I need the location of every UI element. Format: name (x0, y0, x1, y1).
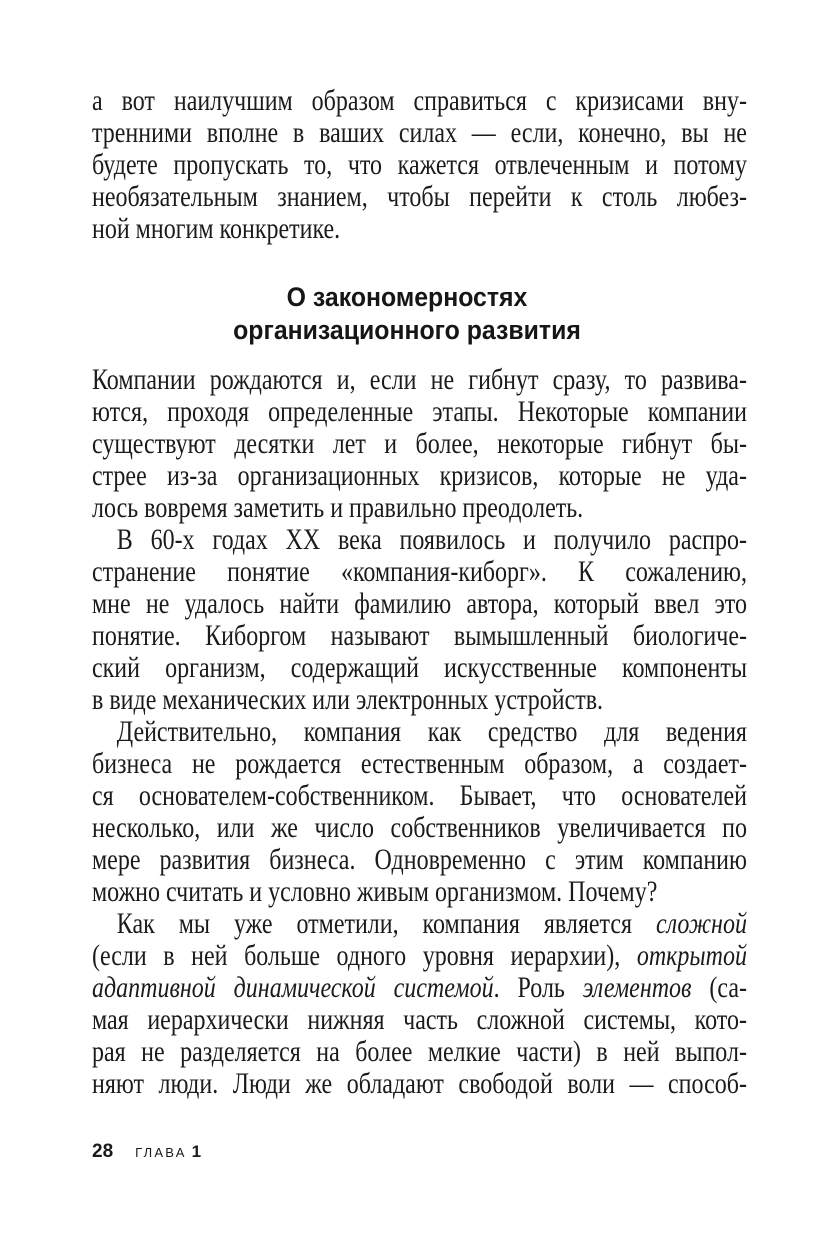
text-line: ский организм, содержащий искусственные компоненты (92, 651, 747, 684)
text-line: будете пропускать то, что кажется отвлеченным и потому (92, 148, 747, 181)
italic-term: открытой (636, 939, 747, 972)
text-line: Как мы уже отметили, компания является сложной (116, 907, 747, 940)
text-line: мне не удалось найти фамилию автора, который ввел это (92, 587, 747, 620)
paragraph-company-as-organism (92, 716, 827, 908)
text-line: ются, проходя определенные этапы. Некоторые компании (92, 395, 747, 428)
text-line: (если в ней больше одного уровня иерархии), открытой (92, 939, 747, 972)
text-line: в виде механических или электронных устройств. (92, 683, 604, 716)
text-line: Компании рождаются и, если не гибнут сразу, то развива- (92, 363, 747, 396)
paragraph-cyborg-company (92, 524, 827, 716)
text-line: ся основателем-собственником. Бывает, что основателей (92, 779, 747, 812)
heading-line-1: О закономерностях (286, 282, 528, 312)
text-line: адаптивной динамической системой. Роль элементов (са- (92, 971, 747, 1004)
page-number: 28 (92, 1141, 114, 1162)
text-line: В 60-х годах XX века появилось и получило распро- (116, 523, 747, 556)
chapter-number: 1 (191, 1142, 202, 1161)
text-line: бизнеса не рождается естественным образом, а создает- (92, 747, 747, 780)
paragraph-complex-system (92, 908, 827, 1100)
italic-term: сложной (655, 907, 747, 940)
text-line: рая не разделяется на более мелкие части) в ней выпол- (92, 1035, 747, 1068)
text-line: стрее из-за организационных кризисов, которые не уда- (92, 459, 747, 492)
section-heading (117, 281, 697, 347)
paragraph-companies-born (92, 364, 827, 524)
text-line: няют люди. Люди же обладают свободой воли — способ- (92, 1067, 747, 1100)
paragraph-continuation (92, 85, 827, 245)
text-line: понятие. Киборгом называют вымышленный биологиче- (92, 619, 747, 652)
text-line: ной многим конкретике. (92, 212, 341, 245)
text-line: мая иерархически нижняя часть сложной системы, кото- (92, 1003, 747, 1036)
text-line: Действительно, компания как средство для ведения (116, 715, 747, 748)
text-line: мере развития бизнеса. Одновременно с этим компанию (92, 843, 747, 876)
heading-line-2: организационного развития (233, 315, 581, 345)
body-text (92, 364, 827, 1100)
text-line: странение понятие «компания-киборг». К сожалению, (92, 555, 747, 588)
chapter-label: ГЛАВА (135, 1145, 187, 1160)
text-line: несколько, или же число собственников увеличивается по (92, 811, 747, 844)
text-line: лось вовремя заметить и правильно преодолеть. (92, 491, 584, 524)
italic-term: элементов (582, 971, 692, 1004)
text-line: необязательным знанием, чтобы перейти к столь любез- (92, 180, 747, 213)
text-line: существуют десятки лет и более, некоторые гибнут бы- (92, 427, 747, 460)
text-line: тренними вполне в ваших силах — если, конечно, вы не (92, 116, 747, 149)
page-footer (92, 1141, 201, 1163)
text-line: а вот наилучшим образом справиться с кризисами вну- (92, 84, 747, 117)
italic-term: адаптивной динамической системой (92, 971, 494, 1004)
text-line: можно считать и условно живым организмом. Почему? (92, 875, 658, 908)
